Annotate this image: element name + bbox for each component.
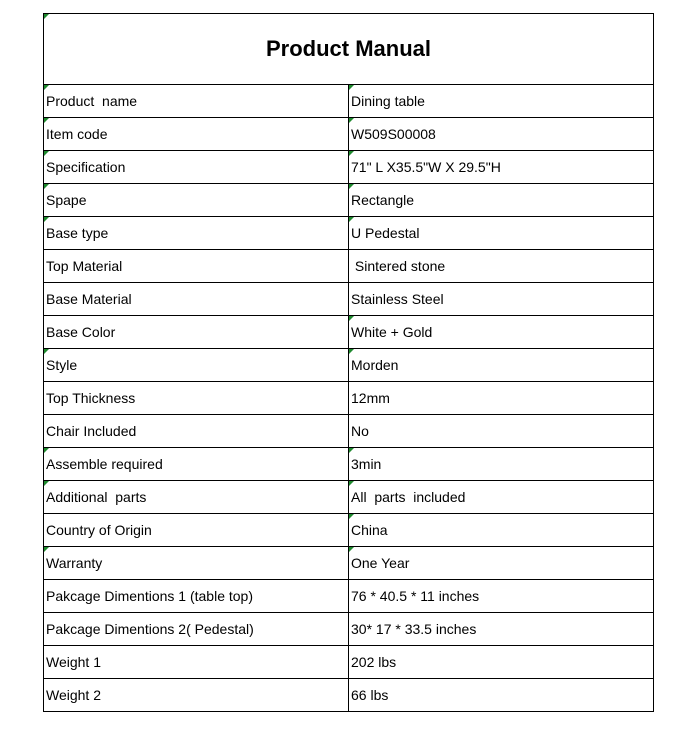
table-row xyxy=(44,646,654,679)
row-value-base-type[interactable]: U Pedestal xyxy=(349,217,654,250)
row-key-specification[interactable]: Specification xyxy=(44,151,349,184)
table-row xyxy=(44,217,654,250)
table-row xyxy=(44,679,654,712)
row-key-base-color[interactable]: Base Color xyxy=(44,316,349,349)
row-key-warranty[interactable]: Warranty xyxy=(44,547,349,580)
row-key-package-dimensions-1[interactable]: Pakcage Dimentions 1 (table top) xyxy=(44,580,349,613)
row-value-shape[interactable]: Rectangle xyxy=(349,184,654,217)
row-key-chair-included[interactable]: Chair Included xyxy=(44,415,349,448)
row-key-weight-1[interactable]: Weight 1 xyxy=(44,646,349,679)
row-value-country-of-origin[interactable]: China xyxy=(349,514,654,547)
table-row xyxy=(44,118,654,151)
table-row xyxy=(44,316,654,349)
table-row xyxy=(44,85,654,118)
row-key-weight-2[interactable]: Weight 2 xyxy=(44,679,349,712)
row-value-product-name[interactable]: Dining table xyxy=(349,85,654,118)
row-key-shape[interactable]: Spape xyxy=(44,184,349,217)
row-value-assemble-required[interactable]: 3min xyxy=(349,448,654,481)
page-title[interactable]: Product Manual xyxy=(44,14,654,85)
row-value-specification[interactable]: 71" L X35.5"W X 29.5"H xyxy=(349,151,654,184)
row-value-weight-2[interactable]: 66 lbs xyxy=(349,679,654,712)
product-manual-table xyxy=(43,13,654,712)
table-row xyxy=(44,613,654,646)
row-value-chair-included[interactable]: No xyxy=(349,415,654,448)
table-row xyxy=(44,151,654,184)
row-key-assemble-required[interactable]: Assemble required xyxy=(44,448,349,481)
row-value-warranty[interactable]: One Year xyxy=(349,547,654,580)
table-row xyxy=(44,415,654,448)
row-key-product-name[interactable]: Product name xyxy=(44,85,349,118)
row-key-item-code[interactable]: Item code xyxy=(44,118,349,151)
table-body xyxy=(44,14,654,712)
row-key-additional-parts[interactable]: Additional parts xyxy=(44,481,349,514)
title-row xyxy=(44,14,654,85)
table-row xyxy=(44,349,654,382)
row-value-weight-1[interactable]: 202 lbs xyxy=(349,646,654,679)
row-key-base-type[interactable]: Base type xyxy=(44,217,349,250)
row-value-package-dimensions-2[interactable]: 30* 17 * 33.5 inches xyxy=(349,613,654,646)
row-key-top-material[interactable]: Top Material xyxy=(44,250,349,283)
row-key-top-thickness[interactable]: Top Thickness xyxy=(44,382,349,415)
row-value-top-material[interactable]: Sintered stone xyxy=(349,250,654,283)
row-key-country-of-origin[interactable]: Country of Origin xyxy=(44,514,349,547)
table-row xyxy=(44,382,654,415)
table-row xyxy=(44,448,654,481)
row-key-package-dimensions-2[interactable]: Pakcage Dimentions 2( Pedestal) xyxy=(44,613,349,646)
table-row xyxy=(44,514,654,547)
row-value-item-code[interactable]: W509S00008 xyxy=(349,118,654,151)
table-row xyxy=(44,184,654,217)
row-key-style[interactable]: Style xyxy=(44,349,349,382)
row-value-top-thickness[interactable]: 12mm xyxy=(349,382,654,415)
table-row xyxy=(44,580,654,613)
row-value-package-dimensions-1[interactable]: 76 * 40.5 * 11 inches xyxy=(349,580,654,613)
row-value-base-material[interactable]: Stainless Steel xyxy=(349,283,654,316)
row-value-style[interactable]: Morden xyxy=(349,349,654,382)
row-key-base-material[interactable]: Base Material xyxy=(44,283,349,316)
table-row xyxy=(44,283,654,316)
table-row xyxy=(44,250,654,283)
table-row xyxy=(44,481,654,514)
row-value-additional-parts[interactable]: All parts included xyxy=(349,481,654,514)
table-row xyxy=(44,547,654,580)
row-value-base-color[interactable]: White + Gold xyxy=(349,316,654,349)
